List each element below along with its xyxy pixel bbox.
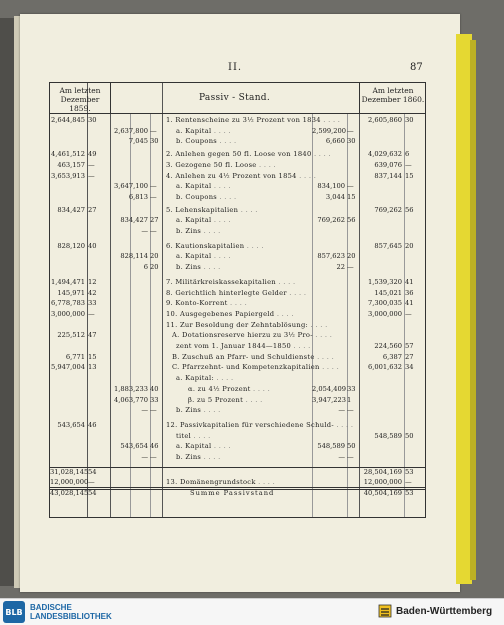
cell-prevk: — [88, 309, 95, 318]
leader-dots: . . . . [312, 331, 333, 340]
row-label: 10. Ausgegebenes Papiergeld [166, 309, 275, 318]
cell-subk: 30 [347, 137, 356, 146]
cell-prev: 834,427 [57, 205, 85, 214]
cell-sub: 769,262 [317, 216, 345, 225]
cell-text [176, 252, 322, 260]
cell-curk: 50 [405, 431, 414, 440]
cell-sub: 2,599,200 [312, 126, 347, 135]
row-label: 1. Rentenscheine zu 3½ Prozent von 1834 [166, 116, 321, 124]
cell-text [166, 116, 341, 124]
cell-prevk: 13 [88, 363, 97, 372]
cell-cur: 6,387 [382, 352, 402, 361]
cell-curk: 53 [405, 489, 414, 498]
cell-mid: 3,647,100 [113, 182, 148, 191]
row-label: 2. Anlehen gegen 50 fl. Loose von 1840 [166, 150, 312, 159]
cell-prev: 543,654 [57, 420, 85, 429]
cell-midk: 46 [150, 442, 159, 451]
cell-text: Summe Passivstand [190, 489, 275, 498]
row-label: a. Kapital: [176, 374, 215, 383]
cell-cur: 1,539,320 [367, 277, 402, 286]
ledger-table [49, 82, 426, 518]
row-label: 11. Zur Besoldung der Zehntablösung: [166, 320, 309, 329]
cell-subk: 50 [347, 442, 356, 451]
row-label: 9. Konto-Korrent [166, 299, 228, 308]
leader-dots: . . . . [274, 309, 294, 318]
row-label: 8. Gerichtlich hinterlegte Gelder [166, 288, 287, 297]
col-divider [162, 83, 163, 517]
leader-dots: . . . . [211, 182, 231, 191]
cell-text [176, 374, 322, 382]
cell-text [176, 216, 322, 224]
cell-curk: 56 [405, 205, 414, 214]
row-label: 12. Passivkapitalien für verschiedene Schuld- [166, 420, 334, 429]
cell-subk: — [347, 453, 354, 461]
row-label: a. Kapital [176, 126, 212, 135]
cell-text [172, 352, 335, 361]
cell-sub: 834,100 [317, 182, 345, 191]
cell-subk: — [347, 263, 354, 272]
leader-dots: . . . . [320, 116, 341, 124]
row-label: titel [176, 431, 192, 440]
cell-subk: 56 [347, 216, 356, 225]
cell-midk: 40 [150, 384, 159, 393]
cell-sub: 857,623 [317, 252, 345, 261]
row-label: zent vom 1. Januar 1844—1850 [176, 342, 292, 350]
cell-cur: 145,021 [374, 288, 402, 297]
cell-text [166, 278, 312, 286]
coat-of-arms-icon [378, 604, 392, 618]
cell-mid: 6,813 [128, 192, 148, 201]
cell-prevk: 30 [88, 116, 97, 124]
cell-cur: 28,504,169 [363, 467, 402, 476]
row-label: 4. Anlehen zu 4½ Prozent von 1854 [166, 171, 297, 180]
cell-subk: — [347, 406, 354, 415]
cell-prev: 12,000,000 [50, 478, 89, 487]
leader-dots: . . . . [333, 420, 354, 429]
cell-midk: — [150, 406, 157, 415]
row-label: b. Zins [176, 263, 202, 272]
cell-curk: — [405, 160, 412, 169]
cell-prev: 463,157 [57, 160, 85, 169]
cell-mid: 7,045 [128, 137, 148, 146]
cell-cur: 769,262 [374, 205, 402, 214]
cell-curk: 15 [405, 171, 414, 180]
cell-midk: 33 [150, 395, 159, 404]
cell-subk: 1 [347, 395, 352, 404]
color-band-shadow [470, 40, 476, 580]
cell-mid: — [141, 406, 148, 415]
cell-prevk: — [88, 171, 95, 180]
leader-dots: . . . . [211, 216, 231, 225]
section-heading: II. [228, 62, 243, 73]
cell-text [166, 150, 331, 159]
cell-text [166, 206, 312, 214]
cell-sub: 22 [336, 263, 345, 272]
cell-text [166, 289, 312, 297]
cell-midk: — [150, 126, 157, 135]
cell-prevk: — [88, 160, 95, 169]
cell-prev: 1,494,471 [50, 277, 85, 286]
cell-prevk: 27 [88, 205, 97, 214]
row-label: 13. Domänengrundstock [166, 478, 256, 487]
cell-cur: 639,076 [374, 160, 402, 169]
leader-dots: . . . . [201, 453, 221, 461]
cell-midk: 30 [150, 137, 159, 146]
cell-mid: 6 [143, 263, 148, 272]
leader-dots: . . . . [286, 288, 307, 297]
header-curr-year: Am letzten Dezember 1860. [359, 83, 426, 114]
cell-prevk: 54 [88, 489, 97, 498]
cell-cur: 3,000,000 [367, 309, 402, 318]
bw-name[interactable]: Baden-Württemberg [396, 606, 493, 617]
row-label: a. Kapital [176, 216, 212, 225]
blb-line2: LANDESBIBLIOTHEK [30, 612, 112, 621]
row-label: b. Coupons [176, 192, 218, 201]
cell-text [166, 478, 312, 486]
cell-cur: 7,300,035 [367, 299, 402, 308]
cell-curk: 41 [405, 277, 414, 286]
leader-dots: . . . . [191, 431, 211, 440]
leader-dots: . . . . [217, 137, 237, 146]
row-label: A. Dotationsreserve hierzu zu 3½ Pro- [172, 331, 313, 340]
cell-midk: — [150, 453, 157, 461]
cell-text [166, 299, 312, 307]
leader-dots: . . . . [255, 478, 276, 487]
cell-subk: — [347, 126, 354, 135]
cell-prevk: — [88, 478, 95, 487]
cell-text [176, 127, 322, 135]
cell-text [176, 137, 322, 145]
cell-prevk: 12 [88, 277, 97, 286]
cell-cur: 837,144 [374, 171, 402, 180]
leader-dots: . . . . [211, 442, 231, 451]
leader-dots: . . . . [201, 406, 221, 415]
cell-prevk: 15 [88, 352, 97, 361]
cell-prev: 6,771 [65, 352, 85, 361]
cell-midk: 20 [150, 263, 159, 272]
cell-sub: — [338, 453, 345, 461]
leader-dots: . . . . [201, 263, 221, 272]
cell-subk: 15 [347, 192, 356, 201]
cell-prevk: 49 [88, 150, 97, 159]
header-prev-year: Am letzten Dezember 1859. [50, 83, 111, 114]
cell-curk: 30 [405, 116, 414, 124]
row-label: B. Zuschuß an Pfarr- und Schuldienste [172, 352, 315, 361]
cell-midk: — [150, 227, 157, 235]
cell-mid: 2,637,800 [113, 126, 148, 135]
cell-sub: 3,947,223 [312, 395, 347, 404]
cell-midk: — [150, 192, 157, 201]
cell-cur: 2,605,860 [367, 116, 402, 124]
cell-curk: — [405, 478, 412, 487]
cell-text [166, 420, 354, 429]
row-label: α. zu 4½ Prozent [188, 384, 251, 393]
cell-subk: 20 [347, 252, 356, 261]
row-label: 6. Kautionskapitalien [166, 241, 245, 250]
cell-prevk: 42 [88, 288, 97, 297]
cell-text [166, 320, 328, 329]
leader-dots: . . . . [319, 363, 340, 372]
cell-text [176, 227, 322, 235]
leader-dots: . . . . [296, 171, 317, 180]
header-title: Passiv - Stand. [110, 83, 359, 114]
cell-sub: 2,054,409 [312, 384, 347, 393]
cell-cur: 224,560 [374, 342, 402, 350]
cell-curk: 20 [405, 241, 414, 250]
cell-prevk: 46 [88, 420, 97, 429]
cell-text [166, 310, 312, 318]
leader-dots: . . . . [256, 160, 276, 169]
leader-dots: . . . . [311, 150, 331, 159]
cell-mid: 543,654 [120, 442, 148, 451]
row-label: a. Kapital [176, 252, 212, 261]
cell-text [176, 193, 322, 201]
row-label: b. Zins [176, 227, 202, 235]
cell-text [166, 242, 312, 250]
cell-sub: 6,660 [325, 137, 345, 146]
cell-text [172, 331, 333, 340]
cell-subk: 33 [347, 384, 356, 393]
row-label: a. Kapital [176, 442, 212, 451]
leader-dots: . . . . [250, 384, 270, 393]
row-label: 3. Gezogene 50 fl. Loose [166, 160, 257, 169]
cell-prev: 3,653,913 [50, 171, 85, 180]
cell-subk: — [347, 182, 354, 191]
cell-cur: 6,001,632 [367, 363, 402, 372]
cell-mid: 4,063,770 [113, 395, 148, 404]
cell-text [176, 182, 322, 190]
cell-curk: 57 [405, 342, 414, 350]
leader-dots: . . . . [244, 241, 264, 250]
cell-cur: 40,504,169 [363, 489, 402, 498]
cell-text [166, 171, 317, 180]
leader-dots: . . . . [238, 205, 258, 214]
row-label: C. Pfarrzehnt- und Kompetenzkapitalien [172, 363, 320, 372]
row-label: b. Zins [176, 406, 202, 415]
leader-dots: . . . . [275, 277, 296, 286]
cell-mid: 1,883,233 [113, 384, 148, 393]
leader-dots: . . . . [214, 374, 234, 383]
blb-name[interactable] [30, 603, 112, 621]
row-label: 5. Lehenskapitalien [166, 205, 239, 214]
cell-prevk: 47 [88, 331, 97, 340]
cell-curk: — [405, 309, 412, 318]
cell-sub: 3,044 [325, 192, 345, 201]
cell-curk: 41 [405, 299, 414, 308]
leader-dots: . . . . [308, 320, 328, 329]
cell-text [176, 342, 322, 350]
cell-sub: 548,589 [317, 442, 345, 451]
cell-mid: — [141, 453, 148, 461]
cell-curk: 27 [405, 352, 414, 361]
cell-prevk: 33 [88, 299, 97, 308]
cell-prev: 828,120 [57, 241, 85, 250]
cell-prev: 3,000,000 [50, 309, 85, 318]
row-label: a. Kapital [176, 182, 212, 191]
cell-prev: 225,512 [57, 331, 85, 340]
cell-curk: 6 [405, 150, 410, 159]
leader-dots: . . . . [291, 342, 311, 350]
cell-prev: 43,028,145 [50, 489, 89, 498]
row-label: b. Coupons [176, 137, 218, 146]
cell-mid: 834,427 [120, 216, 148, 225]
leader-dots: . . . . [201, 227, 221, 235]
row-label: β. zu 5 Prozent [188, 395, 244, 404]
row-label: b. Zins [176, 453, 202, 461]
cell-cur: 4,029,632 [367, 150, 402, 159]
row-label: 7. Militärkreiskassekapitalien [166, 277, 276, 286]
leader-dots: . . . . [243, 395, 263, 404]
cell-midk: 20 [150, 252, 159, 261]
cell-curk: 53 [405, 467, 414, 476]
cell-cur: 548,589 [374, 431, 402, 440]
cell-prev: 5,947,004 [50, 363, 85, 372]
cell-prev: 4,461,512 [50, 150, 85, 159]
cell-text [176, 442, 322, 450]
cell-sub: — [338, 406, 345, 415]
page-number: 87 [410, 62, 423, 73]
cell-cur: 12,000,000 [363, 478, 402, 487]
leader-dots: . . . . [217, 192, 237, 201]
cell-text [176, 432, 322, 440]
cell-prevk: 40 [88, 241, 97, 250]
cell-prev: 6,778,783 [50, 299, 85, 308]
cell-mid: — [141, 227, 148, 235]
leader-dots: . . . . [211, 252, 231, 261]
blb-line1: BADISCHE [30, 603, 72, 612]
cell-curk: 34 [405, 363, 414, 372]
cell-midk: — [150, 182, 157, 191]
cell-text [172, 363, 340, 372]
leader-dots: . . . . [314, 352, 335, 361]
cell-mid: 828,114 [120, 252, 148, 261]
leader-dots: . . . . [211, 126, 231, 135]
col-divider [110, 83, 111, 517]
leader-dots: . . . . [227, 299, 248, 308]
cell-text [166, 161, 312, 169]
blb-logo[interactable]: BLB [3, 601, 25, 623]
cell-cur: 857,645 [374, 241, 402, 250]
cell-prev: 145,971 [57, 288, 85, 297]
cell-prev: 31,028,145 [50, 467, 89, 476]
cell-text [176, 453, 322, 461]
cell-prevk: 54 [88, 467, 97, 476]
footer-bar [0, 598, 504, 625]
cell-text [176, 406, 322, 414]
cell-text [176, 263, 322, 271]
cell-prev: 2,644,845 [50, 116, 85, 124]
cell-midk: 27 [150, 216, 159, 225]
cell-curk: 36 [405, 288, 414, 297]
